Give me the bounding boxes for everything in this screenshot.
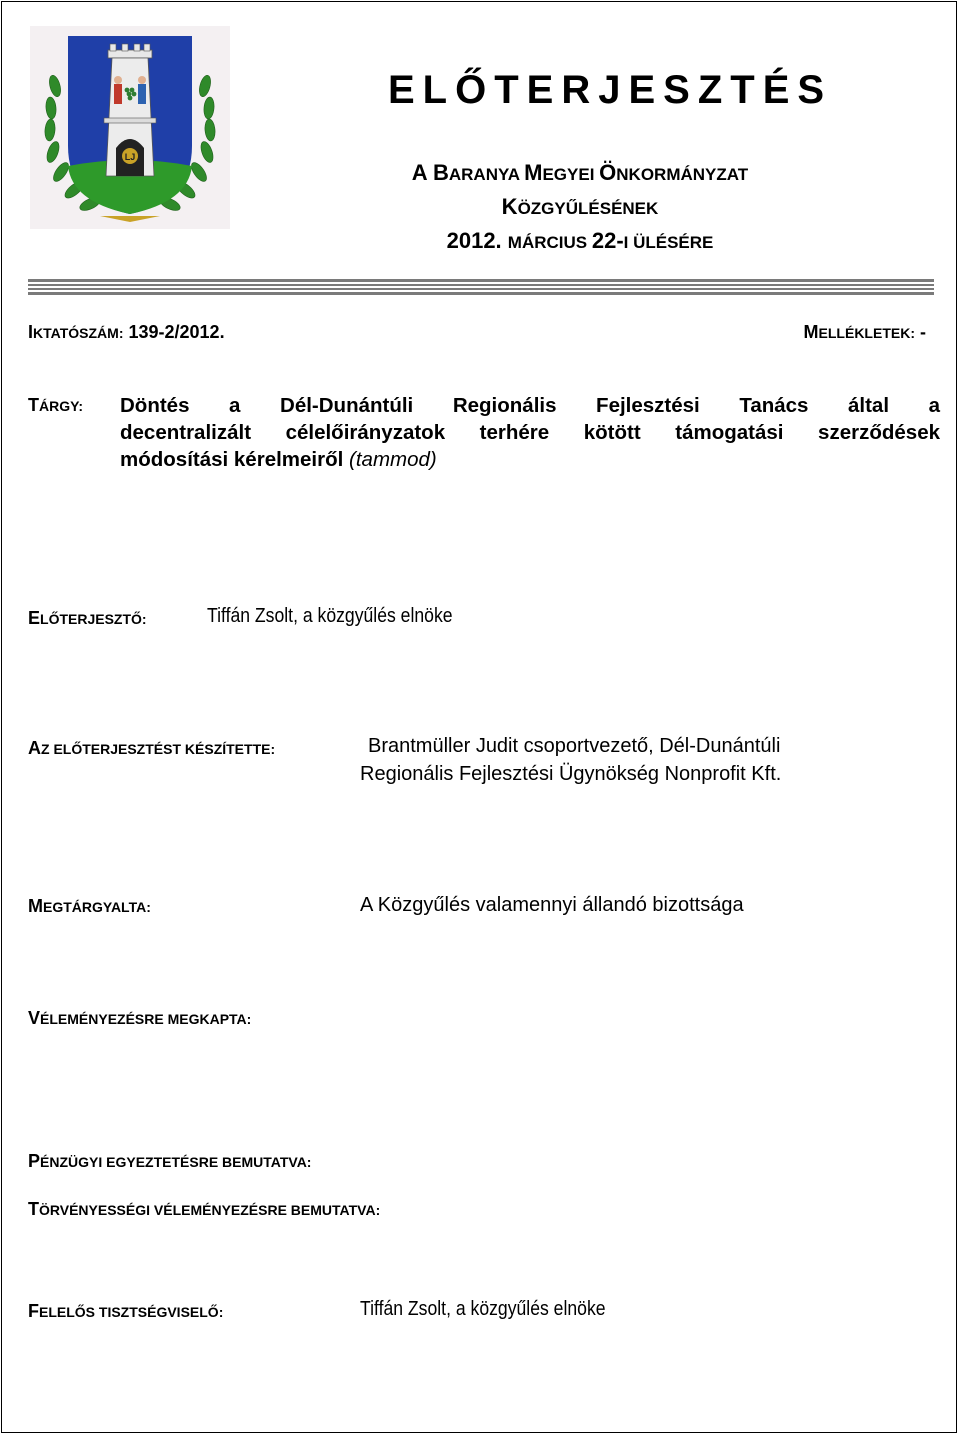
document-title: ELŐTERJESZTÉS (388, 68, 833, 112)
svg-text:LJ: LJ (124, 152, 136, 162)
targy-text: Döntés a Dél-Dunántúli Regionális Fejlesztési Tanács által a decentralizált célelőirányzatok terhére kötött támogatási szerződések módosítási kérelmeiről (tammod) (120, 394, 940, 471)
megtargyalta-label: MEGTÁRGYALTA: (28, 896, 151, 916)
keszitette-value-line-1: Brantmüller Judit csoportvezető, Dél-Dunántúli (368, 735, 781, 757)
header-line-1: A BARANYA MEGYEI ÖNKORMÁNYZAT (411, 160, 749, 185)
torvenyessegi-label: TÖRVÉNYESSÉGI VÉLEMÉNYEZÉSRE BEMUTATVA: (28, 1199, 381, 1219)
megtargyalta-value: A Közgyűlés valamennyi állandó bizottsága (360, 894, 744, 916)
velemenyezesre-label: VÉLEMÉNYEZÉSRE MEGKAPTA: (28, 1008, 252, 1028)
keszitette-value-line-2: Regionális Fejlesztési Ügynökség Nonprofit Kft. (360, 763, 782, 785)
keszitette-label: AZ ELŐTERJESZTÉST KÉSZÍTETTE: (28, 738, 276, 758)
coat-of-arms-logo (30, 26, 230, 229)
targy-label: TÁRGY: (28, 395, 84, 415)
iktatoszam-row: IKTATÓSZÁM: 139-2/2012. (28, 322, 225, 342)
felelos-value: Tiffán Zsolt, a közgyűlés elnöke (360, 1298, 606, 1320)
targy-note: (tammod) (349, 448, 437, 471)
coat-of-arms-image (30, 26, 230, 229)
mellekletek-value: - (915, 322, 926, 342)
penzugyi-label: PÉNZÜGYI EGYEZTETÉSRE BEMUTATVA: (28, 1151, 312, 1171)
eloterjeszto-value: Tiffán Zsolt, a közgyűlés elnöke (207, 605, 453, 627)
eloterjeszto-label: ELŐTERJESZTŐ: (28, 608, 147, 628)
iktatoszam-value: 139-2/2012. (123, 322, 225, 342)
header-line-2: KÖZGYŰLÉSÉNEK (501, 194, 659, 219)
header-line-3: 2012. MÁRCIUS 22-I ÜLÉSÉRE (446, 228, 714, 253)
mellekletek-row: MELLÉKLETEK: - (803, 322, 926, 342)
felelos-label: FELELŐS TISZTSÉGVISELŐ: (28, 1301, 224, 1321)
header-separator (28, 279, 934, 297)
